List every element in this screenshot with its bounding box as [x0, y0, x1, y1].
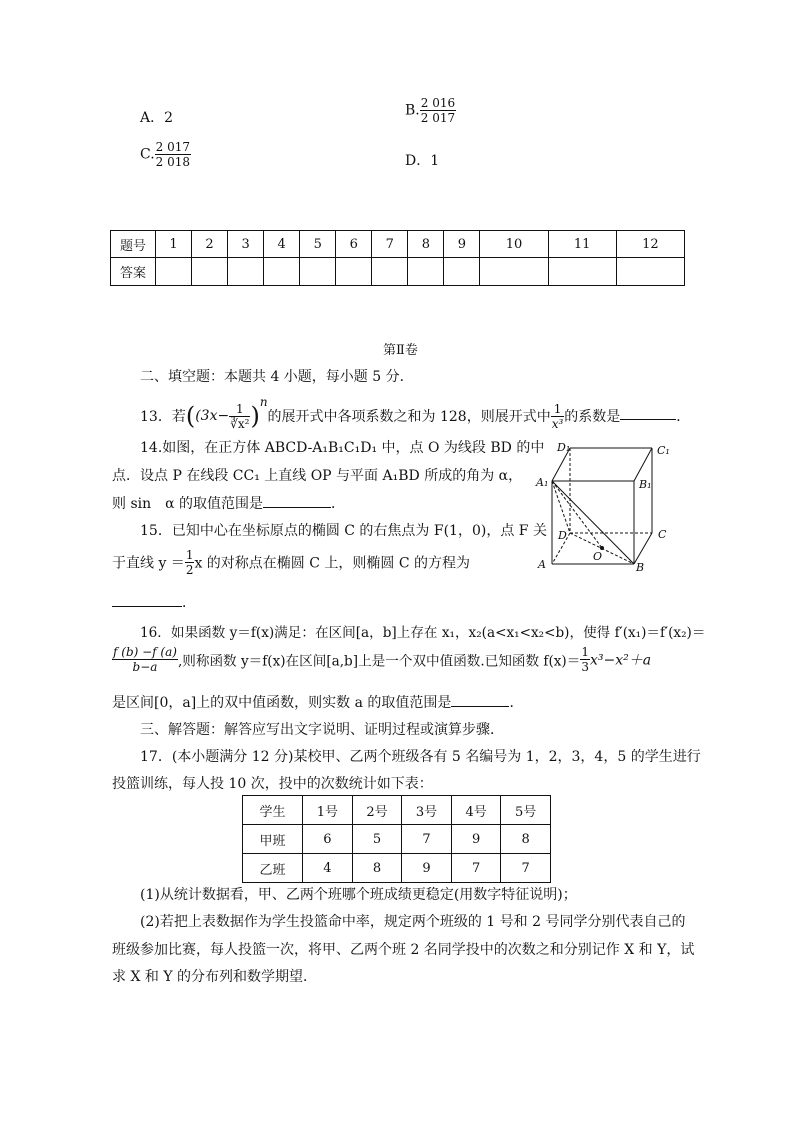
q16-frac-den: b−a — [132, 660, 158, 674]
choice-a-value: 2 — [164, 110, 174, 126]
q14-line-2: 点．设点 P 在线段 CC₁ 上直线 OP 与平面 A₁BD 所成的角为 α， — [112, 468, 523, 484]
q13-paren-close: ) — [250, 402, 260, 430]
header-cell: 学生 — [243, 796, 303, 825]
data-cell: 9 — [402, 854, 452, 883]
q16-f3-den: 3 — [581, 660, 589, 674]
q13-paren-open: ( — [185, 402, 196, 430]
q16-line-1: 16．如果函数 y＝f(x)满足：在区间[a，b]上存在 x₁，x₂(a<x₁<x₂<b)，使得 f′(x₁)＝f′(x₂)＝ — [140, 625, 706, 641]
q17-part-2-line-2: 班级参加比赛，每人投篮一次，将甲、乙两个班 2 名同学投中的次数之和分别记作 X 和 Y，试 — [112, 942, 695, 958]
answer-cell[interactable] — [192, 258, 228, 286]
answer-cell[interactable] — [616, 258, 684, 286]
data-cell: 7 — [402, 825, 452, 854]
label-b: B — [636, 561, 645, 574]
q17-part-1: (1)从统计数据看，甲、乙两个班哪个班成绩更稳定(用数字特征说明)； — [140, 887, 577, 903]
choice-c-numerator: 2 017 — [155, 140, 191, 154]
choice-d-value: 1 — [430, 153, 440, 169]
row-label-number: 题号 — [111, 231, 156, 258]
header-cell: 2号 — [352, 796, 402, 825]
q15-frac-den: 2 — [185, 563, 194, 577]
choice-b-numerator: 2 016 — [420, 96, 456, 110]
fill-heading: 二、填空题：本题共 4 小题，每小题 5 分． — [140, 369, 414, 385]
data-cell: 6 — [303, 825, 353, 854]
choice-b-fraction — [420, 96, 456, 125]
q16-line-3-end: ． — [509, 695, 524, 711]
answer-cell[interactable] — [156, 258, 192, 286]
label-d: D — [558, 529, 567, 542]
answer-cell[interactable] — [372, 258, 408, 286]
answer-table-answer-row — [111, 258, 685, 286]
q16-line-3 — [112, 692, 523, 712]
q16-line-2-expr: x³−x²＋a — [589, 652, 652, 669]
q15-line-2-tail: x 的对称点在椭圆 C 上，则椭圆 C 的方程为 — [194, 555, 471, 572]
q17-part-2-line-3: 求 X 和 Y 的分布列和数学期望． — [112, 969, 318, 985]
q14-answer-blank[interactable] — [263, 506, 331, 508]
choice-c-letter: C. — [140, 146, 155, 163]
row-label: 乙班 — [243, 854, 303, 883]
number-cell: 4 — [264, 231, 300, 258]
q15-answer-blank[interactable] — [112, 605, 182, 607]
q13-mid: 的展开式中各项系数之和为 128，则展开式中 — [267, 409, 551, 425]
header-cell: 5号 — [501, 796, 551, 825]
label-o: O — [593, 550, 603, 563]
label-c1: C₁ — [657, 444, 670, 457]
section-title: 第Ⅱ卷 — [383, 343, 418, 358]
q15-line-2 — [112, 548, 470, 577]
number-cell: 8 — [408, 231, 444, 258]
q15-line-3-end: ． — [182, 595, 196, 611]
edge-bc — [634, 533, 652, 564]
answer-cell[interactable] — [548, 258, 616, 286]
q16-f3-num: 1 — [581, 645, 589, 659]
q14-line-1: 14.如图，在正方体 ABCD-A₁B₁C₁D₁ 中，点 O 为线段 BD 的中 — [140, 440, 545, 456]
q13-answer-blank[interactable] — [620, 418, 676, 420]
data-cell: 8 — [501, 825, 551, 854]
q16-frac-num: f (b) −f (a) — [113, 645, 177, 659]
choice-d-letter: D． — [405, 153, 431, 169]
number-cell: 1 — [156, 231, 192, 258]
q13-frac-root: ∛x² — [230, 416, 250, 431]
q16-line-3-text: 是区间[0，a]上的双中值函数，则实数 a 的取值范围是 — [112, 695, 452, 711]
choice-d — [405, 150, 439, 170]
q13-frac-num: 1 — [229, 402, 250, 417]
choice-b-denominator: 2 017 — [420, 111, 456, 125]
data-cell: 5 — [352, 825, 402, 854]
number-cell: 12 — [616, 231, 684, 258]
q16-fraction-2 — [580, 645, 590, 674]
question-13 — [140, 395, 690, 431]
q15-fraction — [185, 548, 195, 577]
data-cell: 7 — [451, 854, 501, 883]
q13-frac2-den: x³ — [551, 416, 564, 431]
q13-open: (3x− — [195, 408, 230, 424]
q15-line-1: 15．已知中心在坐标原点的椭圆 C 的右焦点为 F(1，0)，点 F 关 — [140, 523, 547, 539]
number-cell: 7 — [372, 231, 408, 258]
number-cell: 9 — [444, 231, 480, 258]
answer-cell[interactable] — [408, 258, 444, 286]
shooting-table — [242, 795, 551, 883]
q13-frac2-num: 1 — [551, 402, 565, 417]
number-cell: 11 — [548, 231, 616, 258]
edge-c1b1 — [634, 448, 652, 481]
choice-b — [405, 96, 456, 125]
number-cell: 6 — [336, 231, 372, 258]
shooting-table-header — [243, 796, 551, 825]
segment-a1d-hidden — [552, 481, 570, 533]
q13-fraction — [229, 402, 250, 431]
answer-cell[interactable] — [264, 258, 300, 286]
number-cell: 10 — [480, 231, 548, 258]
choice-c-denominator: 2 018 — [155, 155, 191, 169]
header-cell: 3号 — [402, 796, 452, 825]
solve-heading: 三、解答题：解答应写出文字说明、证明过程或演算步骤． — [140, 722, 504, 738]
label-d1: D₁ — [557, 441, 571, 454]
answer-cell[interactable] — [228, 258, 264, 286]
choice-c — [140, 140, 191, 169]
answer-cell[interactable] — [480, 258, 548, 286]
q14-line-3 — [112, 493, 345, 513]
q17-line-2: 投篮训练，每人投 10 次，投中的次数统计如下表： — [112, 776, 433, 792]
label-b1: B₁ — [639, 478, 652, 491]
q13-tail: 的系数是 — [564, 409, 621, 425]
row-label: 甲班 — [243, 825, 303, 854]
number-cell: 5 — [300, 231, 336, 258]
q15-line-3 — [112, 592, 196, 612]
q14-line-3-text: 则 sin α 的取值范围是 — [112, 496, 264, 512]
data-cell: 9 — [451, 825, 501, 854]
table-row — [243, 854, 551, 883]
number-cell: 2 — [192, 231, 228, 258]
q13-fraction-2 — [551, 402, 565, 431]
answer-cell[interactable] — [444, 258, 480, 286]
q17-line-1: 17．(本小题满分 12 分)某校甲、乙两个班级各有 5 名编号为 1，2，3，4，5 的学生进行 — [140, 749, 701, 765]
label-a1: A₁ — [536, 476, 549, 489]
label-c: C — [658, 528, 667, 541]
q13-lead: 13．若 — [140, 409, 186, 425]
number-cell: 3 — [228, 231, 264, 258]
data-cell: 7 — [501, 854, 551, 883]
row-label-answer: 答案 — [111, 258, 156, 286]
q16-line-2 — [112, 645, 651, 674]
answer-table-number-row — [111, 231, 685, 258]
q15-line-2-text: 于直线 y ＝ — [112, 555, 185, 572]
table-row — [243, 825, 551, 854]
q16-line-2-text: ,则称函数 y＝f(x)在区间[a,b]上是一个双中值函数.已知函数 f(x)＝ — [177, 653, 581, 670]
choice-a — [140, 107, 173, 127]
q16-fraction — [112, 645, 178, 674]
q14-line-3-end: ． — [331, 496, 346, 512]
q13-exponent: n — [259, 395, 268, 409]
header-cell: 4号 — [451, 796, 501, 825]
choice-a-letter: A． — [140, 110, 165, 126]
answer-table — [110, 230, 685, 286]
choice-b-letter: B. — [405, 102, 420, 119]
answer-cell[interactable] — [336, 258, 372, 286]
cube-diagram — [530, 438, 688, 578]
data-cell: 8 — [352, 854, 402, 883]
label-a: A — [538, 558, 546, 571]
data-cell: 4 — [303, 854, 353, 883]
choice-c-fraction — [155, 140, 191, 169]
header-cell: 1号 — [303, 796, 353, 825]
answer-cell[interactable] — [300, 258, 336, 286]
q13-end: ． — [676, 409, 691, 425]
q16-answer-blank[interactable] — [451, 705, 509, 707]
q17-part-2-line-1: (2)若把上表数据作为学生投篮命中率，规定两个班级的 1 号和 2 号同学分别代表自己的 — [140, 914, 686, 930]
q15-frac-num: 1 — [185, 548, 194, 562]
